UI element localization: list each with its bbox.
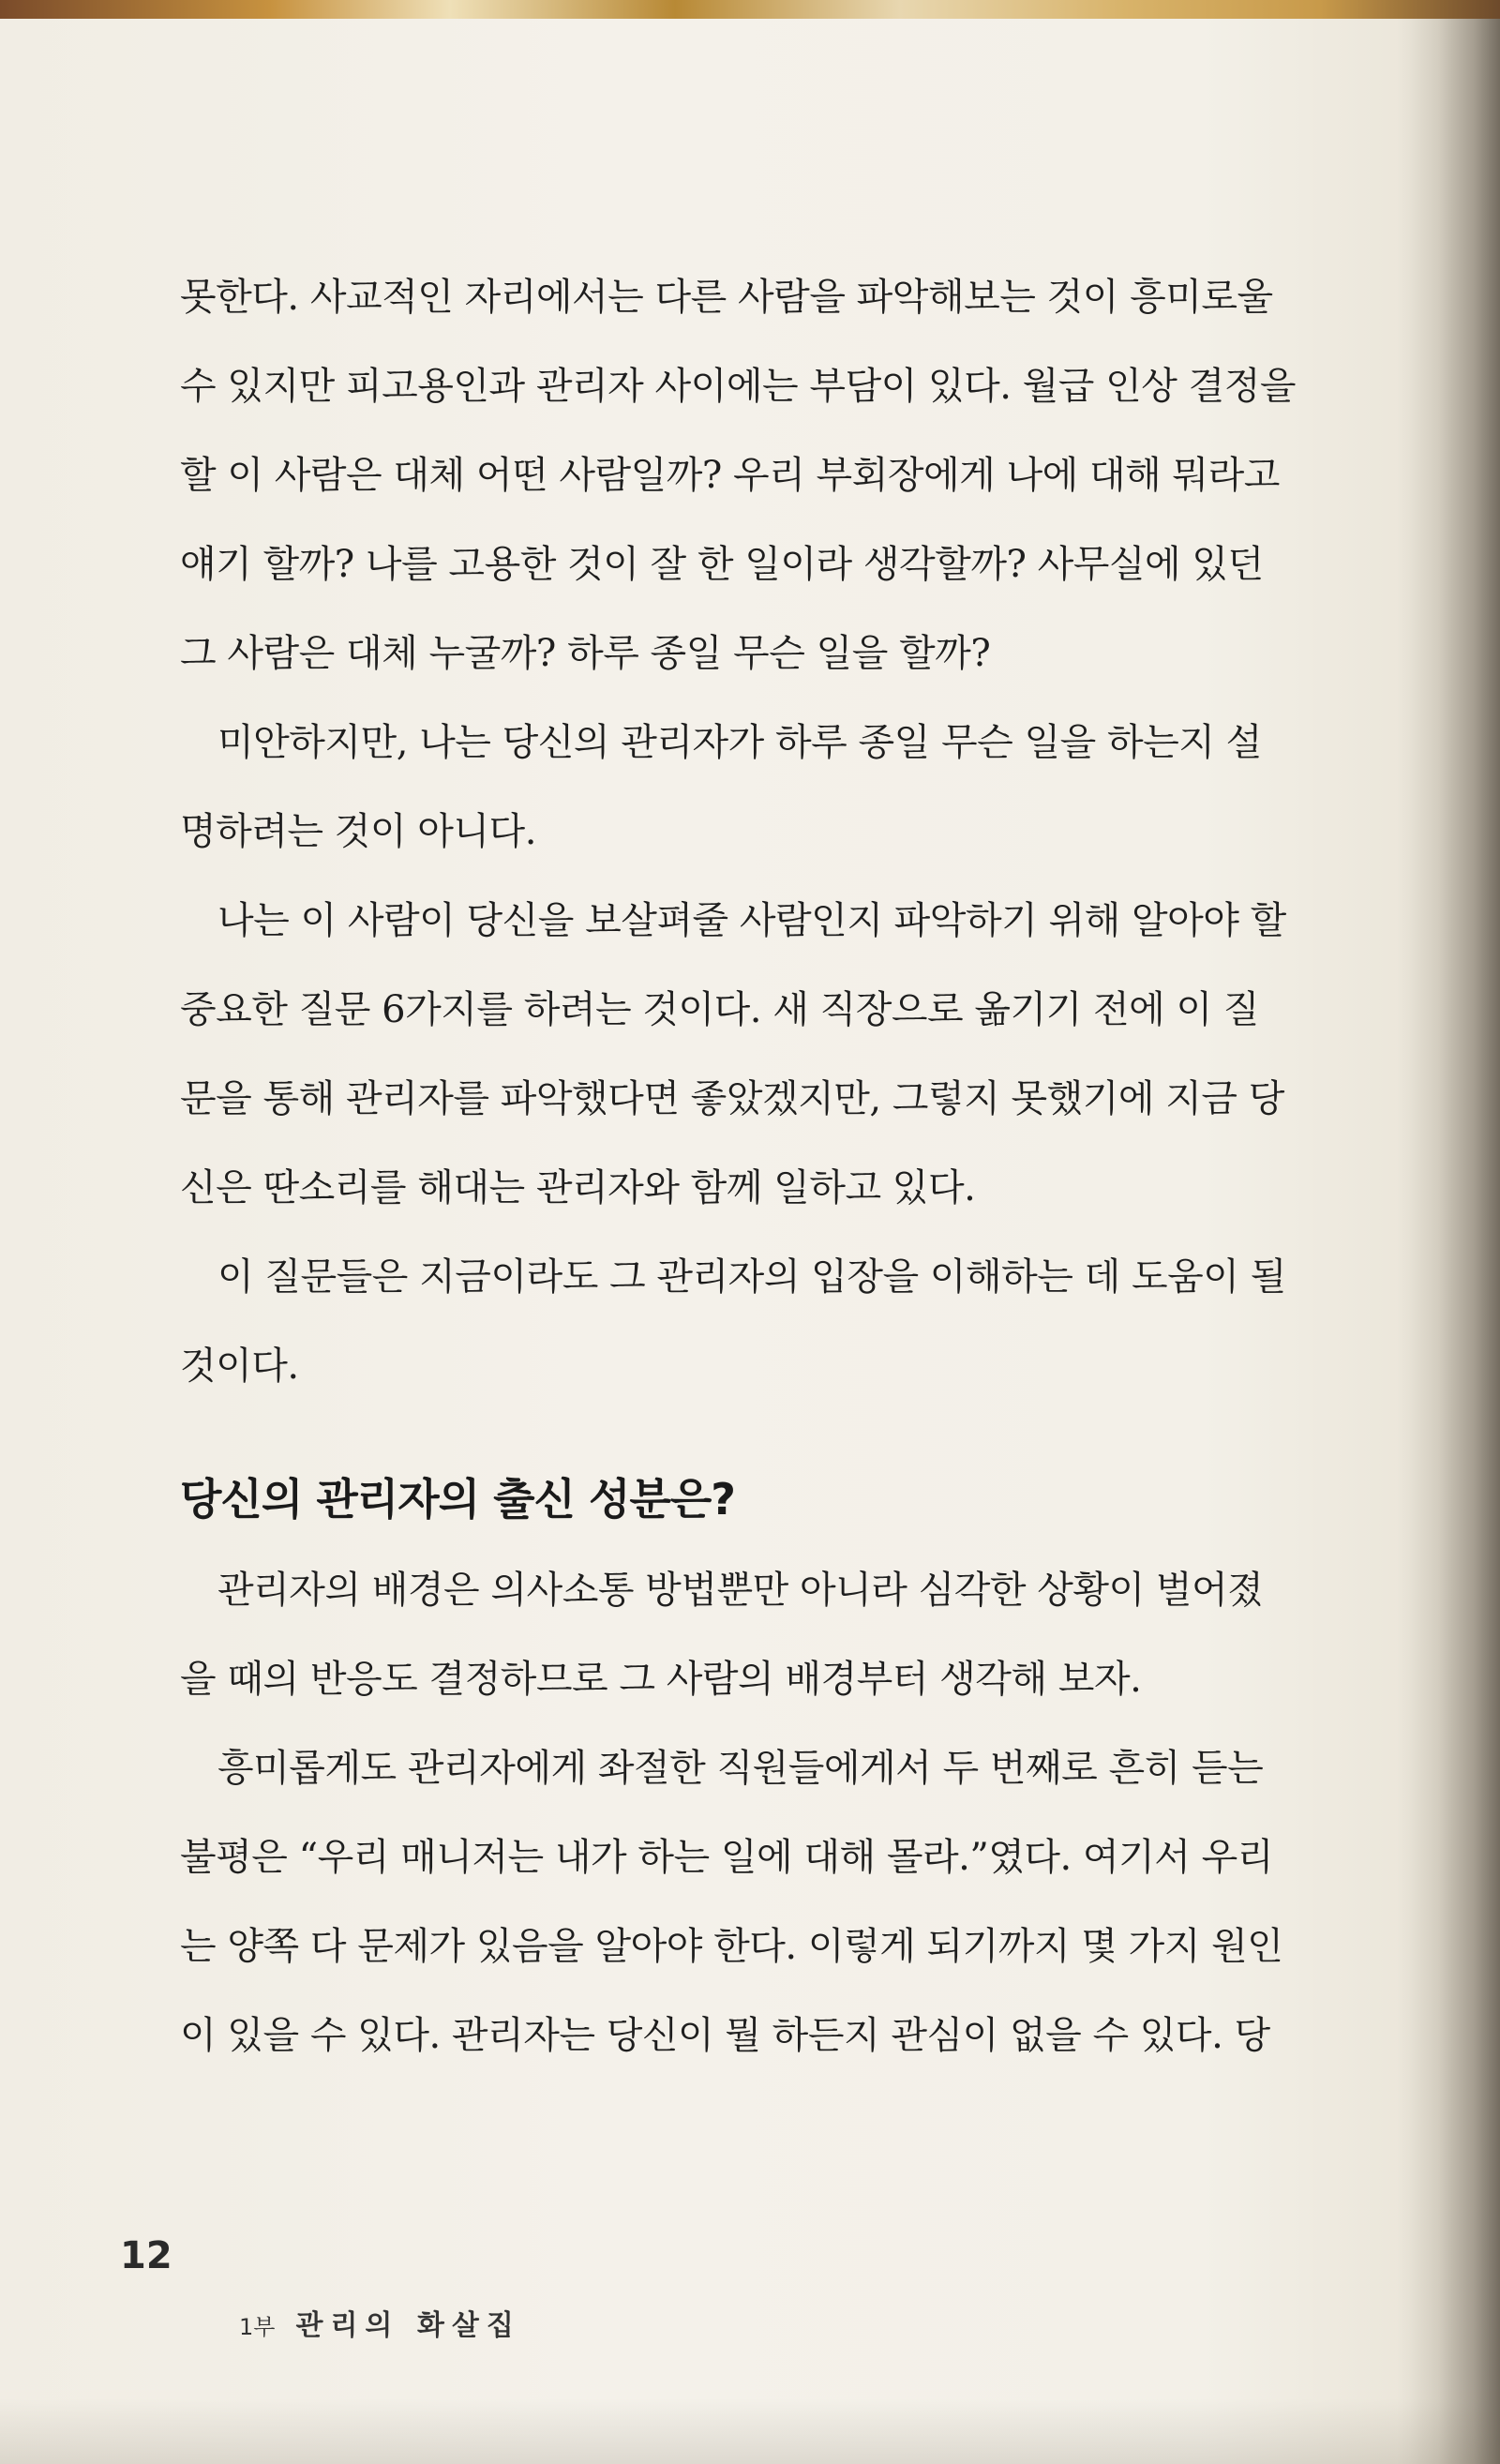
text-line: 수 있지만 피고용인과 관리자 사이에는 부담이 있다. 월급 인상 결정을 [180, 365, 1297, 408]
text-line: 을 때의 반응도 결정하므로 그 사람의 배경부터 생각해 보자. [180, 1658, 1142, 1701]
paragraph-lines [180, 253, 1418, 1411]
text-line: 문을 통해 관리자를 파악했다면 좋았겠지만, 그렇지 못했기에 지금 당 [180, 1077, 1284, 1120]
text-line: 불평은 “우리 매니저는 내가 하는 일에 대해 몰라.”였다. 여기서 우리 [180, 1836, 1273, 1879]
text-line: 관리자의 배경은 의사소통 방법뿐만 아니라 심각한 상황이 벌어졌 [218, 1569, 1264, 1612]
text-line: 명하려는 것이 아니다. [180, 810, 536, 853]
text-line: 이 질문들은 지금이라도 그 관리자의 입장을 이해하는 데 도움이 될 [218, 1255, 1286, 1299]
body-text [180, 253, 1418, 2081]
section-heading: 당신의 관리자의 출신 성분은? [180, 1474, 735, 1525]
running-footer [239, 2302, 521, 2343]
text-line: 못한다. 사교적인 자리에서는 다른 사람을 파악해보는 것이 흥미로울 [180, 276, 1273, 319]
page-number: 12 [120, 2234, 172, 2277]
text-line: 나는 이 사람이 당신을 보살펴줄 사람인지 파악하기 위해 알아야 할 [218, 899, 1286, 942]
text-line: 중요한 질문 6가지를 하려는 것이다. 새 직장으로 옮기기 전에 이 질 [180, 988, 1259, 1031]
text-line: 얘기 할까? 나를 고용한 것이 잘 한 일이라 생각할까? 사무실에 있던 [180, 543, 1264, 586]
text-line: 그 사람은 대체 누굴까? 하루 종일 무슨 일을 할까? [180, 632, 991, 675]
text-line: 는 양쪽 다 문제가 있음을 알아야 한다. 이렇게 되기까지 몇 가지 원인 [180, 1925, 1283, 1968]
text-line: 미안하지만, 나는 당신의 관리자가 하루 종일 무슨 일을 하는지 설 [218, 721, 1262, 764]
text-line: 이 있을 수 있다. 관리자는 당신이 뭘 하든지 관심이 없을 수 있다. 당 [180, 2014, 1270, 2057]
text-line: 할 이 사람은 대체 어떤 사람일까? 우리 부회장에게 나에 대해 뭐라고 [180, 454, 1280, 497]
footer-part-label: 1부 [239, 2314, 276, 2340]
text-line: 신은 딴소리를 해대는 관리자와 함께 일하고 있다. [180, 1166, 976, 1209]
text-line: 것이다. [180, 1345, 299, 1388]
page-bottom-shadow [0, 2398, 1500, 2464]
text-line: 흥미롭게도 관리자에게 좌절한 직원들에게서 두 번째로 흔히 듣는 [218, 1747, 1264, 1790]
section-paragraph-lines [180, 1546, 1418, 2081]
footer-chapter-title: 관리의 화살집 [295, 2309, 521, 2342]
